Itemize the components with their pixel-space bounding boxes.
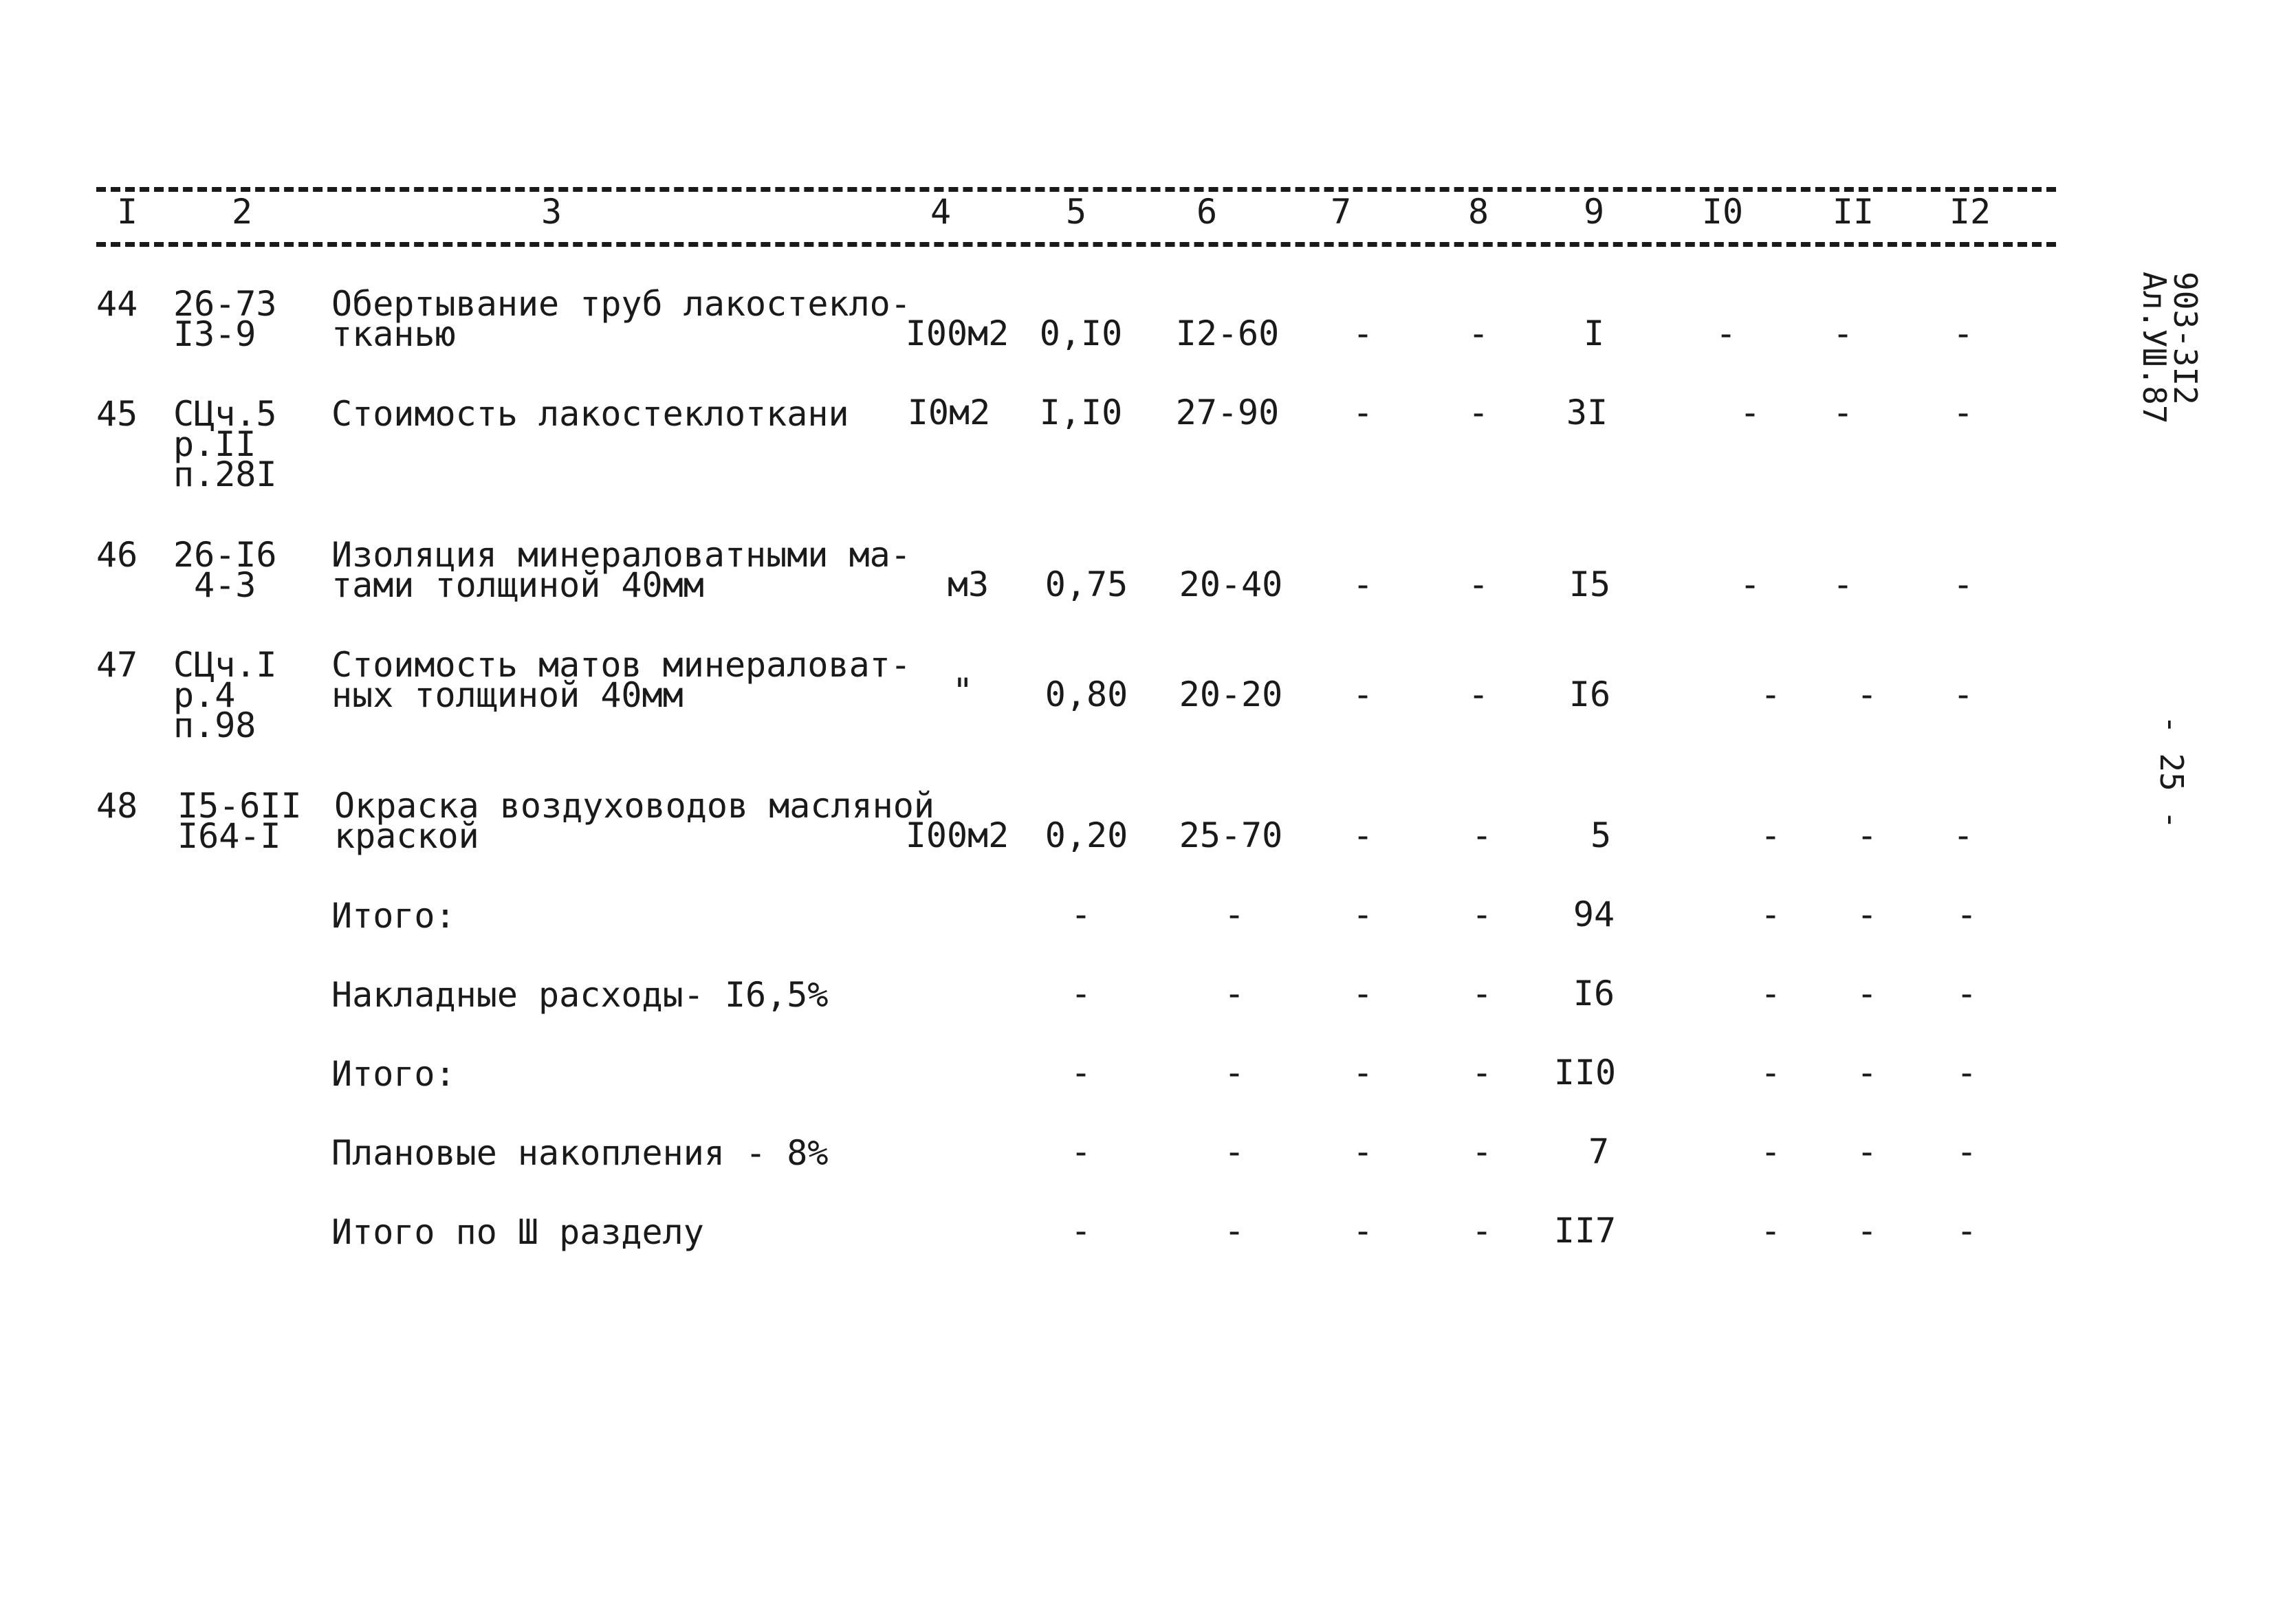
row-description: Обертывание труб лакостекло- тканью [331, 284, 911, 354]
total-label: Накладные расходы- I6,5% [331, 975, 829, 1015]
row-col8: - [1467, 393, 1489, 432]
col-header-8: 8 [1467, 192, 1489, 232]
total-col10: - [1760, 1053, 1782, 1093]
page-number: - 25 - [2153, 715, 2190, 830]
row-unit: I0м2 [907, 393, 991, 432]
row-col9: I [1583, 314, 1605, 353]
row-col9: I5 [1568, 564, 1611, 604]
row-description: Изоляция минераловатными ма- тами толщиной 40мм [331, 535, 911, 605]
total-col8: - [1471, 1132, 1493, 1172]
row-col12: - [1952, 674, 1974, 714]
document-code: 903-3I2 [2167, 272, 2204, 405]
total-col6: - [1223, 974, 1245, 1013]
total-col10: - [1760, 974, 1782, 1013]
row-code: СЦч.5 р.II п.28I [173, 394, 277, 494]
total-col5: - [1070, 974, 1092, 1013]
total-col12: - [1956, 974, 1978, 1013]
total-col11: - [1856, 1132, 1878, 1172]
row-unit: I00м2 [905, 815, 1009, 855]
row-description: Окраска воздуховодов масляной краской [334, 786, 934, 856]
row-price: I2-60 [1175, 314, 1280, 353]
row-col12: - [1952, 314, 1974, 353]
row-unit: м3 [947, 564, 990, 604]
row-col11: - [1856, 674, 1878, 714]
row-price: 20-20 [1179, 674, 1283, 714]
total-label: Итого по Ш разделу [331, 1212, 704, 1252]
total-label: Итого: [331, 1054, 456, 1094]
col-header-12: I2 [1949, 192, 1991, 232]
total-col12: - [1956, 1132, 1978, 1172]
total-col7: - [1352, 1211, 1374, 1251]
col-header-1: I [116, 192, 138, 232]
row-col11: - [1832, 393, 1854, 432]
total-col10: - [1760, 1132, 1782, 1172]
col-header-7: 7 [1330, 192, 1352, 232]
total-col6: - [1223, 1211, 1245, 1251]
row-col12: - [1952, 564, 1974, 604]
row-unit: " [952, 671, 974, 711]
total-col8: - [1471, 895, 1493, 934]
total-col7: - [1352, 1132, 1374, 1172]
row-col10: - [1715, 314, 1737, 353]
col-header-6: 6 [1196, 192, 1218, 232]
row-col8: - [1467, 314, 1489, 353]
total-col11: - [1856, 1211, 1878, 1251]
total-col7: - [1352, 895, 1374, 934]
row-quantity: I,I0 [1039, 393, 1123, 432]
total-col5: - [1070, 895, 1092, 934]
row-code: СЦч.I р.4 п.98 [173, 645, 277, 745]
row-col8: - [1467, 674, 1489, 714]
total-col10: - [1760, 1211, 1782, 1251]
total-col5: - [1070, 1132, 1092, 1172]
total-col6: - [1223, 1132, 1245, 1172]
row-col9: I6 [1568, 674, 1611, 714]
row-description: Стоимость матов минераловат- ных толщиной 40мм [331, 645, 911, 715]
row-number: 45 [96, 394, 138, 434]
row-quantity: 0,I0 [1039, 314, 1123, 353]
row-col10: - [1739, 393, 1761, 432]
row-col7: - [1352, 393, 1374, 432]
row-number: 44 [96, 284, 138, 324]
total-label: Итого: [331, 896, 456, 936]
header-bottom-rule [96, 242, 2056, 247]
total-col9: 7 [1588, 1132, 1610, 1172]
row-col12: - [1952, 815, 1974, 855]
col-header-9: 9 [1583, 192, 1605, 232]
row-col9: 5 [1590, 815, 1612, 855]
total-col6: - [1223, 895, 1245, 934]
row-col7: - [1352, 314, 1374, 353]
row-col8: - [1467, 564, 1489, 604]
total-col10: - [1760, 895, 1782, 934]
row-quantity: 0,80 [1045, 674, 1128, 714]
row-unit: I00м2 [905, 314, 1009, 353]
album-code: Ал.УШ.87 [2136, 272, 2173, 424]
row-code: I5-6II I64-I [177, 786, 302, 856]
total-col12: - [1956, 1053, 1978, 1093]
col-header-10: I0 [1701, 192, 1744, 232]
row-col11: - [1856, 815, 1878, 855]
row-number: 48 [96, 786, 138, 826]
total-col8: - [1471, 1211, 1493, 1251]
row-col10: - [1739, 564, 1761, 604]
row-col11: - [1832, 314, 1854, 353]
row-quantity: 0,75 [1045, 564, 1128, 604]
total-col9: 94 [1573, 895, 1615, 934]
total-col6: - [1223, 1053, 1245, 1093]
row-col10: - [1760, 815, 1782, 855]
row-price: 25-70 [1179, 815, 1283, 855]
row-code: 26-73 I3-9 [173, 284, 277, 354]
row-col7: - [1352, 674, 1374, 714]
col-header-5: 5 [1065, 192, 1087, 232]
row-price: 20-40 [1179, 564, 1283, 604]
row-col10: - [1760, 674, 1782, 714]
row-col7: - [1352, 564, 1374, 604]
row-quantity: 0,20 [1045, 815, 1128, 855]
total-col8: - [1471, 974, 1493, 1013]
total-col12: - [1956, 1211, 1978, 1251]
total-col9: II7 [1553, 1211, 1617, 1251]
row-code: 26-I6 4-3 [173, 535, 277, 605]
row-number: 47 [96, 645, 138, 685]
row-col12: - [1952, 393, 1974, 432]
total-col11: - [1856, 895, 1878, 934]
total-col9: I6 [1573, 974, 1615, 1013]
total-col5: - [1070, 1211, 1092, 1251]
row-col7: - [1352, 815, 1374, 855]
total-col12: - [1956, 895, 1978, 934]
row-col9: 3I [1566, 393, 1608, 432]
row-col8: - [1471, 815, 1493, 855]
row-price: 27-90 [1175, 393, 1280, 432]
col-header-11: II [1832, 192, 1874, 232]
row-description: Стоимость лакостеклоткани [331, 394, 849, 434]
col-header-3: 3 [540, 192, 562, 232]
total-col9: II0 [1553, 1053, 1617, 1093]
total-col11: - [1856, 1053, 1878, 1093]
col-header-4: 4 [930, 192, 952, 232]
row-col11: - [1832, 564, 1854, 604]
col-header-2: 2 [231, 192, 253, 232]
row-number: 46 [96, 535, 138, 575]
total-col7: - [1352, 974, 1374, 1013]
total-col7: - [1352, 1053, 1374, 1093]
total-col5: - [1070, 1053, 1092, 1093]
total-col11: - [1856, 974, 1878, 1013]
total-label: Плановые накопления - 8% [331, 1133, 829, 1173]
total-col8: - [1471, 1053, 1493, 1093]
